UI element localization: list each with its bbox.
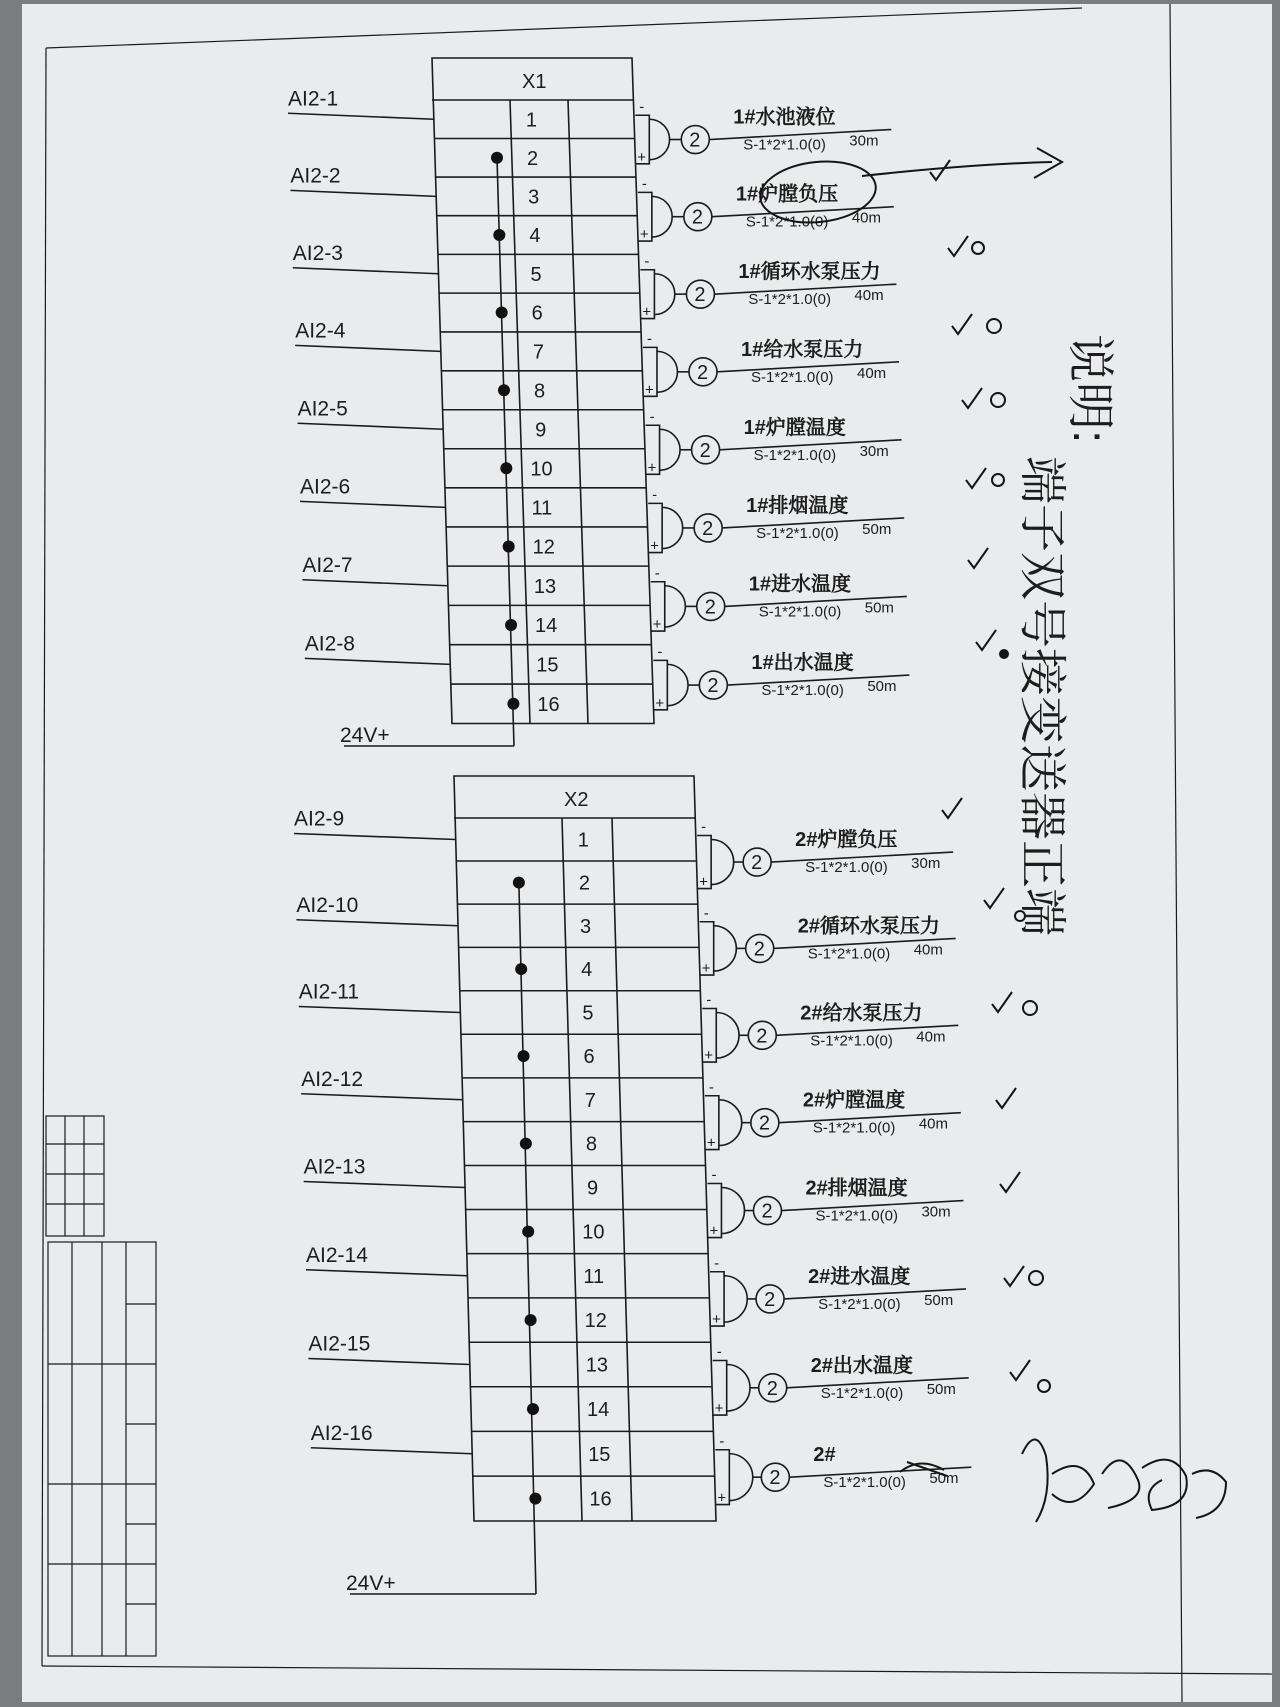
bus-junction-dot xyxy=(493,229,505,241)
cable-length: 30m xyxy=(849,132,879,150)
minus-sign: - xyxy=(654,564,660,582)
cable-length: 40m xyxy=(918,1115,949,1133)
ai-signal-wire xyxy=(302,580,447,586)
transmitter-arc xyxy=(714,926,737,971)
transmitter-arc xyxy=(657,351,677,392)
drawing-sheet xyxy=(22,4,1272,1702)
terminal-block-name: X2 xyxy=(564,789,589,811)
transmitter-symbol-number: 2 xyxy=(691,206,703,229)
ai-channel-label: AI2-8 xyxy=(304,632,356,656)
cable-spec: S-1*2*1.0(0) xyxy=(805,859,888,877)
terminal-number: 8 xyxy=(533,380,546,403)
minus-sign: - xyxy=(701,818,707,836)
minus-sign: - xyxy=(711,1166,717,1184)
instrument-name: 1#排烟温度 xyxy=(746,494,849,517)
ai-signal-wire xyxy=(298,423,444,429)
instrument-name: 1#给水泵压力 xyxy=(740,338,864,361)
ai-signal-wire xyxy=(294,834,456,840)
bus-junction-dot xyxy=(507,698,519,710)
minus-sign: - xyxy=(719,1432,725,1450)
terminal-number: 13 xyxy=(533,575,557,598)
plus-sign: + xyxy=(706,1134,716,1152)
terminal-number: 4 xyxy=(529,225,541,248)
terminal-group-x2 xyxy=(294,776,971,1595)
bus-junction-dot xyxy=(498,384,510,396)
transmitter-symbol-number: 2 xyxy=(761,1200,773,1223)
transmitter-symbol-number: 2 xyxy=(707,675,719,698)
transmitter-symbol-number: 2 xyxy=(702,517,714,540)
bus-junction-dot xyxy=(529,1493,541,1505)
minus-sign: - xyxy=(639,98,645,116)
instrument-name: 2#给水泵压力 xyxy=(800,1002,923,1025)
ai-channel-label: AI2-5 xyxy=(297,397,348,421)
plus-sign: + xyxy=(704,1047,714,1065)
ai-channel-label: AI2-15 xyxy=(308,1332,371,1356)
instrument-name: 2#炉膛温度 xyxy=(802,1089,906,1112)
minus-sign: - xyxy=(657,643,663,661)
instrument-name: 2#出水温度 xyxy=(810,1354,913,1377)
cable-spec: S-1*2*1.0(0) xyxy=(750,368,834,386)
terminal-number: 12 xyxy=(532,536,555,559)
plus-sign: + xyxy=(652,616,662,634)
terminal-number: 2 xyxy=(578,872,590,895)
transmitter-symbol-number: 2 xyxy=(696,361,709,384)
cable-spec: S-1*2*1.0(0) xyxy=(745,213,829,231)
terminal-column-divider xyxy=(562,818,582,1521)
instrument-name: 2#炉膛负压 xyxy=(795,829,898,852)
terminal-number: 3 xyxy=(528,186,540,209)
ai-channel-label: AI2-9 xyxy=(294,807,345,831)
note xyxy=(1015,334,1116,936)
plus-sign: + xyxy=(699,873,708,891)
terminal-number: 6 xyxy=(583,1046,595,1069)
terminal-number: 4 xyxy=(581,959,593,982)
terminal-column-divider xyxy=(568,100,588,724)
plus-sign: + xyxy=(709,1222,719,1240)
minus-sign: - xyxy=(714,1254,720,1272)
ai-channel-label: AI2-3 xyxy=(292,241,344,265)
plus-sign: + xyxy=(714,1400,724,1418)
instrument-name: 2#进水温度 xyxy=(808,1265,911,1288)
bus-junction-dot xyxy=(527,1403,539,1415)
terminal-number: 2 xyxy=(526,147,539,170)
cable-spec: S-1*2*1.0(0) xyxy=(748,291,831,309)
terminal-groups xyxy=(288,58,971,1595)
transmitter-symbol-number: 2 xyxy=(766,1377,778,1400)
bus-junction-dot xyxy=(496,307,508,319)
cable-length: 50m xyxy=(926,1380,956,1398)
transmitter-arc xyxy=(660,429,681,470)
terminal-number: 14 xyxy=(535,615,558,638)
terminal-number: 3 xyxy=(580,915,592,938)
ai-channel-label: AI2-13 xyxy=(303,1155,366,1179)
cable-length: 50m xyxy=(924,1291,954,1309)
transmitter-arc xyxy=(721,1188,744,1234)
bus-junction-dot xyxy=(520,1138,532,1150)
terminal-number: 15 xyxy=(588,1443,611,1466)
terminal-number: 11 xyxy=(583,1265,605,1288)
plus-sign: + xyxy=(642,303,652,321)
minus-sign: - xyxy=(703,904,709,922)
plus-sign: + xyxy=(701,960,711,978)
note-heading: 说明: xyxy=(1063,334,1116,444)
transmitter-symbol-number: 2 xyxy=(769,1467,781,1490)
bus-junction-dot xyxy=(505,619,517,631)
terminal-number: 5 xyxy=(530,263,542,286)
instrument-name: 1#炉膛负压 xyxy=(735,183,839,206)
transmitter-arc xyxy=(724,1276,747,1322)
power-label: 24V+ xyxy=(346,1572,396,1595)
bus-line xyxy=(519,883,536,1594)
bus-junction-dot xyxy=(500,462,512,474)
cable-spec: S-1*2*1.0(0) xyxy=(812,1119,896,1137)
terminal-wiring-diagram xyxy=(22,4,1272,1702)
minus-sign: - xyxy=(706,991,712,1009)
minus-sign: - xyxy=(641,175,647,193)
transmitter-arc xyxy=(729,1454,752,1501)
cable-spec: S-1*2*1.0(0) xyxy=(823,1474,906,1492)
terminal-number: 15 xyxy=(536,654,559,677)
ai-signal-wire xyxy=(296,920,458,926)
transmitter-arc xyxy=(719,1100,742,1146)
ai-signal-wire xyxy=(290,190,436,196)
cable-length: 50m xyxy=(862,520,892,538)
ai-channel-label: AI2-7 xyxy=(302,553,353,577)
instrument-name: 2#循环水泵压力 xyxy=(797,915,940,938)
ai-signal-wire xyxy=(304,1182,465,1188)
ai-signal-wire xyxy=(299,1007,461,1013)
transmitter-arc xyxy=(654,274,674,315)
instrument-name: 1#水池液位 xyxy=(733,106,836,129)
transmitter-symbol-number: 2 xyxy=(689,129,701,152)
ai-signal-wire xyxy=(306,1270,467,1276)
bus-junction-dot xyxy=(522,1226,534,1238)
transmitter-symbol-number: 2 xyxy=(753,938,765,961)
terminal-number: 11 xyxy=(531,497,553,520)
ai-signal-wire xyxy=(300,501,446,507)
bus-junction-dot xyxy=(518,1050,530,1062)
ai-channel-label: AI2-14 xyxy=(306,1243,368,1267)
transmitter-arc xyxy=(662,507,683,548)
title-block xyxy=(46,1116,156,1656)
terminal-number: 9 xyxy=(587,1177,599,1200)
ai-channel-label: AI2-1 xyxy=(288,87,339,111)
cable-length: 40m xyxy=(916,1028,946,1046)
instrument-name: 1#炉膛温度 xyxy=(743,416,846,439)
transmitter-symbol-number: 2 xyxy=(756,1025,768,1048)
transmitter-arc xyxy=(716,1013,739,1059)
ai-signal-wire xyxy=(288,113,434,119)
cable-length: 50m xyxy=(867,678,897,696)
ai-signal-wire xyxy=(305,658,450,664)
bus-junction-dot xyxy=(503,541,515,553)
cable-spec: S-1*2*1.0(0) xyxy=(807,945,891,963)
transmitter-symbol-number: 2 xyxy=(704,596,716,619)
minus-sign: - xyxy=(652,486,658,504)
ai-channel-label: AI2-6 xyxy=(300,475,351,499)
ai-signal-wire xyxy=(295,345,441,351)
note-text: 端子双号接变送器正端 xyxy=(1015,456,1068,937)
cable-spec: S-1*2*1.0(0) xyxy=(743,136,826,154)
ai-channel-label: AI2-12 xyxy=(301,1067,364,1091)
minus-sign: - xyxy=(646,330,652,348)
ai-signal-wire xyxy=(293,268,439,274)
plus-sign: + xyxy=(717,1489,727,1507)
terminal-number: 1 xyxy=(577,829,589,852)
cable-length: 40m xyxy=(851,209,882,227)
instrument-name: 1#循环水泵压力 xyxy=(738,261,881,284)
minus-sign: - xyxy=(644,252,650,270)
cable-length: 30m xyxy=(921,1203,951,1221)
transmitter-arc xyxy=(667,664,688,705)
terminal-number: 12 xyxy=(584,1310,607,1333)
terminal-number: 6 xyxy=(531,302,543,325)
cable-spec: S-1*2*1.0(0) xyxy=(758,603,842,621)
transmitter-symbol-number: 2 xyxy=(694,284,706,307)
sheet-frame xyxy=(42,4,1272,1702)
terminal-number: 16 xyxy=(589,1488,612,1511)
cable-length: 30m xyxy=(911,855,941,873)
ai-channel-label: AI2-11 xyxy=(298,980,360,1004)
terminal-block-name: X1 xyxy=(522,71,547,93)
bus-junction-dot xyxy=(513,877,525,889)
transmitter-arc xyxy=(665,586,686,627)
terminal-number: 14 xyxy=(586,1399,610,1422)
transmitter-arc xyxy=(711,840,734,885)
ai-signal-wire xyxy=(301,1094,462,1100)
minus-sign: - xyxy=(649,408,655,426)
terminal-number: 5 xyxy=(582,1002,594,1025)
transmitter-arc xyxy=(727,1365,750,1412)
terminal-number: 10 xyxy=(582,1221,605,1244)
terminal-number: 10 xyxy=(530,458,553,481)
ai-signal-wire xyxy=(308,1359,469,1365)
ai-channel-label: AI2-4 xyxy=(295,319,346,343)
ai-channel-label: AI2-16 xyxy=(310,1421,373,1445)
terminal-number: 7 xyxy=(532,341,544,364)
plus-sign: + xyxy=(650,537,659,555)
ai-channel-label: AI2-2 xyxy=(290,164,341,188)
instrument-name: 1#出水温度 xyxy=(751,652,854,675)
bus-line xyxy=(497,158,514,746)
transmitter-arc xyxy=(652,196,672,237)
transmitter-symbol-number: 2 xyxy=(758,1112,770,1135)
cable-spec: S-1*2*1.0(0) xyxy=(761,682,844,700)
plus-sign: + xyxy=(647,459,657,477)
terminal-number: 1 xyxy=(525,109,537,132)
instrument-name: 2#排烟温度 xyxy=(805,1177,908,1200)
plus-sign: + xyxy=(712,1311,721,1329)
bus-junction-dot xyxy=(491,152,503,164)
instrument-name: 2# xyxy=(813,1444,836,1467)
cable-spec: S-1*2*1.0(0) xyxy=(815,1207,898,1225)
bus-junction-dot xyxy=(525,1314,537,1326)
bus-junction-dot xyxy=(515,963,527,975)
transmitter-symbol-number: 2 xyxy=(751,852,763,875)
terminal-number: 8 xyxy=(585,1133,597,1156)
instrument-name: 1#进水温度 xyxy=(748,573,851,596)
terminal-column-divider xyxy=(612,818,632,1521)
transmitter-symbol-number: 2 xyxy=(764,1288,776,1311)
cable-spec: S-1*2*1.0(0) xyxy=(820,1384,904,1402)
terminal-number: 13 xyxy=(585,1354,609,1377)
transmitter-symbol-number: 2 xyxy=(699,439,711,462)
cable-spec: S-1*2*1.0(0) xyxy=(753,446,837,464)
ai-channel-label: AI2-10 xyxy=(296,893,359,917)
transmitter-arc xyxy=(649,119,669,160)
cable-length: 40m xyxy=(854,287,884,305)
minus-sign: - xyxy=(716,1343,722,1361)
cable-length: 30m xyxy=(859,442,889,460)
ai-signal-wire xyxy=(311,1448,472,1454)
cable-length: 50m xyxy=(929,1470,959,1488)
terminal-number: 7 xyxy=(584,1089,596,1112)
cable-length: 40m xyxy=(913,941,943,959)
plus-sign: + xyxy=(637,148,647,166)
plus-sign: + xyxy=(655,694,665,712)
cable-length: 40m xyxy=(856,364,887,382)
minus-sign: - xyxy=(708,1078,714,1096)
cable-spec: S-1*2*1.0(0) xyxy=(756,524,839,542)
power-label: 24V+ xyxy=(340,724,390,747)
plus-sign: + xyxy=(639,226,649,244)
cable-spec: S-1*2*1.0(0) xyxy=(818,1295,901,1313)
terminal-number: 16 xyxy=(537,693,560,716)
plus-sign: + xyxy=(644,381,654,399)
terminal-number: 9 xyxy=(535,419,547,442)
cable-spec: S-1*2*1.0(0) xyxy=(810,1032,893,1050)
cable-length: 50m xyxy=(864,599,894,617)
